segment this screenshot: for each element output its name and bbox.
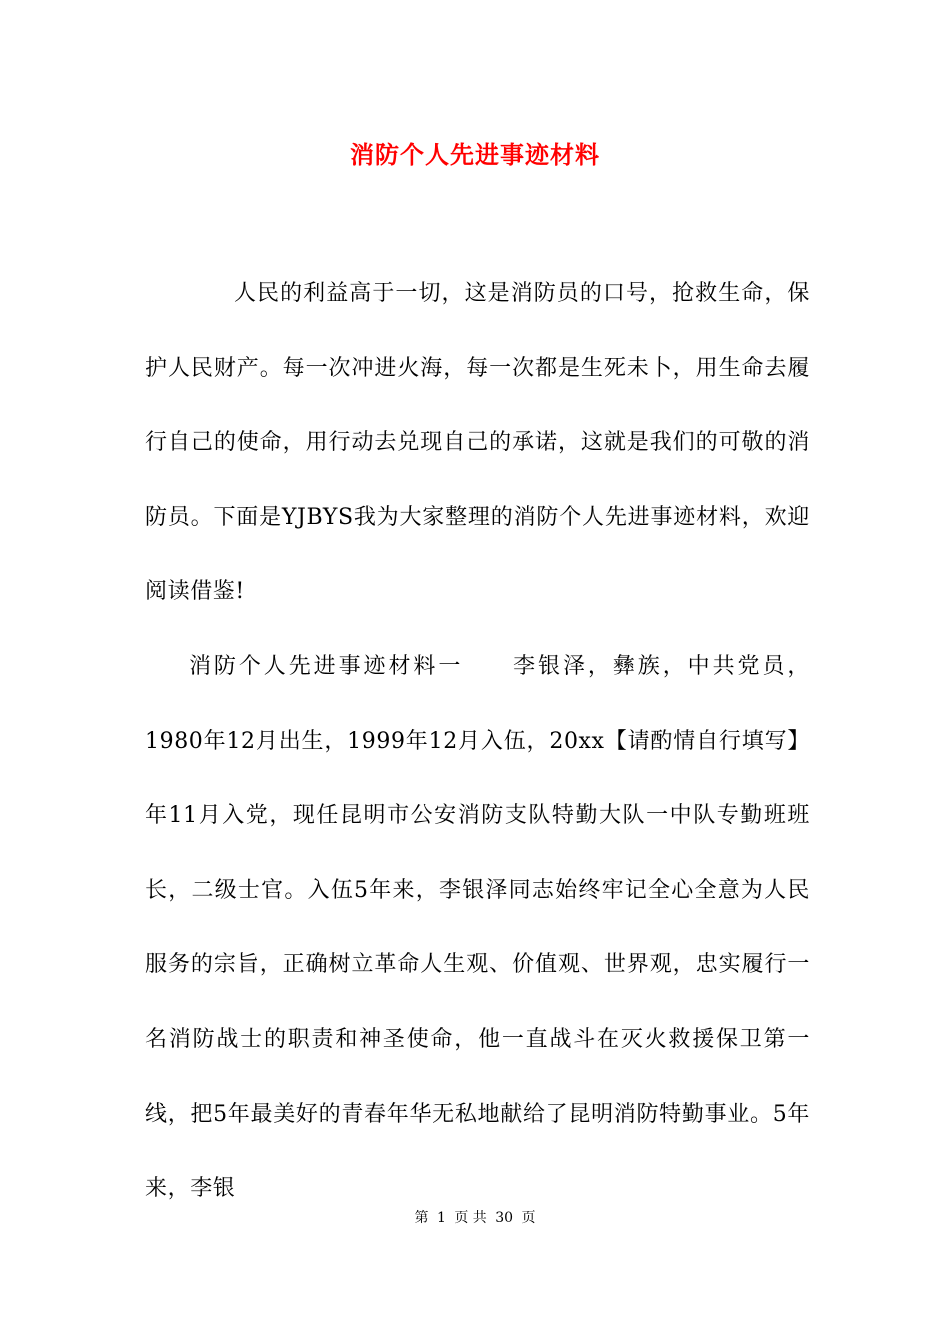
footer-suffix: 页 — [521, 1210, 536, 1226]
footer-middle: 页 共 — [454, 1210, 487, 1226]
material-one-paragraph: 消防个人先进事迹材料一 李银泽，彝族，中共党员，1980年12月出生，1999年12月入伍，20xx【请酌情自行填写】年11月入党，现任昆明市公安消防支队特勤大队一中队专勤班班长，二级士官。入伍5年来，李银泽同志始终牢记全心全意为人民服务的宗旨，正确树立革命人生观、价值观、世界观，忠实履行一名消防战士的职责和神圣使命，他一直战斗在灭火救援保卫第一线，把5年最美好的青春年华无私地献给了昆明消防特勤事业。5年来，李银 — [145, 654, 810, 1202]
footer-total-pages: 30 — [495, 1210, 514, 1226]
intro-paragraph: 人民的利益高于一切，这是消防员的口号，抢救生命，保护人民财产。每一次冲进火海，每一次都是生死未卜，用生命去履行自己的使命，用行动去兑现自己的承诺，这就是我们的可敬的消防员。下面是YJBYS我为大家整理的消防个人先进事迹材料，欢迎阅读借鉴! — [145, 281, 810, 605]
document-title: 消防个人先进事迹材料 — [350, 140, 600, 169]
page-footer — [0, 1208, 950, 1228]
footer-current-page: 1 — [436, 1210, 446, 1226]
footer-prefix: 第 — [414, 1210, 429, 1226]
